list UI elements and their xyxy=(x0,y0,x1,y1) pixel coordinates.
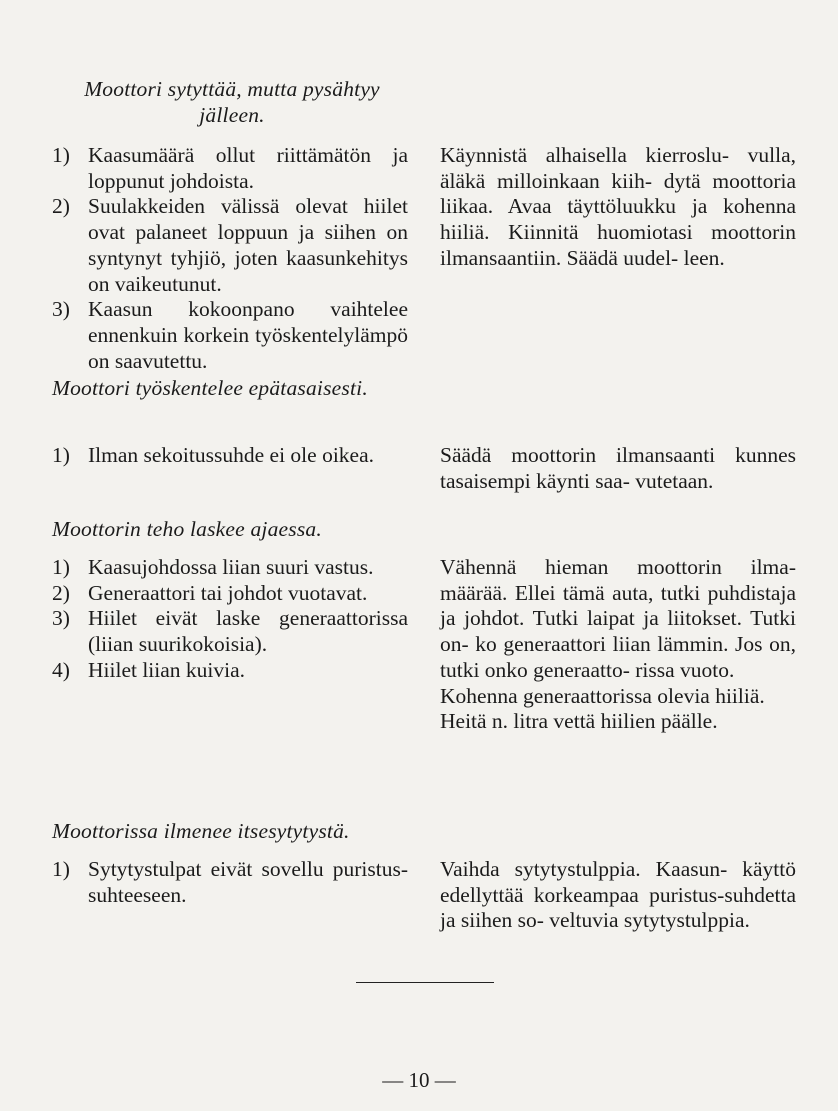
cause-number: 2) xyxy=(52,194,70,219)
cause-item xyxy=(52,857,408,908)
cause-number: 1) xyxy=(52,857,70,881)
cause-number: 1) xyxy=(52,143,70,167)
remedy-text: Heitä n. litra vettä hiilien päälle. xyxy=(440,709,718,734)
cause-item xyxy=(52,606,408,657)
cause-text: Sytytystulpat eivät sovellu puristus-suhteeseen. xyxy=(88,857,408,907)
divider-rule xyxy=(356,982,494,983)
cause-item xyxy=(52,658,408,684)
causes-list-4 xyxy=(52,857,408,908)
cause-text: Hiilet eivät laske generaattorissa (liian suurikokoisia). xyxy=(88,606,408,657)
cause-number: 3) xyxy=(52,606,70,631)
cause-text: Kaasun kokoonpano vaihtelee ennenkuin korkein työskentelylämpö on saavutettu. xyxy=(88,297,408,373)
section-heading-1-line1: Moottori sytyttää, mutta pysähtyy xyxy=(84,77,380,101)
cause-item xyxy=(52,194,408,297)
cause-text: Suulakkeiden välissä olevat hiilet ovat palaneet loppuun ja siihen on syntynyt tyhjiö, joten kaasunkehitys on vaikeutunut. xyxy=(88,194,408,296)
section-heading-2: Moottori työskentelee epätasaisesti. xyxy=(52,376,368,400)
remedies-list-3 xyxy=(440,555,796,735)
cause-text: Generaattori tai johdot vuotavat. xyxy=(88,580,368,605)
remedies-list-4 xyxy=(440,857,796,934)
causes-list-2 xyxy=(52,443,408,469)
section-heading-1-line2: jälleen. xyxy=(199,103,265,127)
cause-text: Ilman sekoitussuhde ei ole oikea. xyxy=(88,443,374,467)
page-number: — 10 — xyxy=(382,1068,456,1092)
remedy-text: Vaihda sytytystulppia. Kaasun- käyttö edellyttää korkeampaa puristus-suhdetta ja siihen so- veltuvia sytytystulppia. xyxy=(440,857,796,933)
cause-item xyxy=(52,143,408,194)
remedy-text: Käynnistä alhaisella kierroslu- vulla, äläkä milloinkaan kiih- dytä moottoria liikaa. Avaa täyttöluukku ja kohenna hiiliä. Kiinnitä huomiotasi moottorin ilmansaantiin. Säädä uudel- leen. xyxy=(440,143,796,270)
causes-list-1 xyxy=(52,143,408,374)
remedy-text: Säädä moottorin ilmansaanti kunnes tasaisempi käynti saa- vutetaan. xyxy=(440,443,796,493)
cause-item xyxy=(52,555,408,581)
cause-item xyxy=(52,581,408,607)
remedies-list-1 xyxy=(440,143,796,272)
cause-text: Kaasumäärä ollut riittämätön ja loppunut johdoista. xyxy=(88,143,408,193)
cause-number: 2) xyxy=(52,580,70,605)
cause-number: 1) xyxy=(52,443,70,467)
cause-item xyxy=(52,297,408,374)
cause-number: 1) xyxy=(52,555,70,579)
causes-list-3 xyxy=(52,555,408,684)
cause-text: Kaasujohdossa liian suuri vastus. xyxy=(88,555,374,579)
section-heading-3: Moottorin teho laskee ajaessa. xyxy=(52,517,322,541)
cause-text: Hiilet liian kuivia. xyxy=(88,657,246,682)
section-heading-1 xyxy=(52,76,412,128)
cause-number: 3) xyxy=(52,297,70,322)
section-heading-4: Moottorissa ilmenee itsesytytystä. xyxy=(52,819,350,843)
cause-number: 4) xyxy=(52,657,70,682)
cause-item xyxy=(52,443,408,469)
remedy-text: Vähennä hieman moottorin ilma- määrää. Ellei tämä auta, tutki puhdistaja ja johdot. Tutki laipat ja liitokset. Tutki on- ko generaattori liian lämmin. Jos on, tutki onko generaatto- rissa vuoto. xyxy=(440,555,796,682)
remedies-list-2 xyxy=(440,443,796,494)
remedy-text: Kohenna generaattorissa olevia hiiliä. xyxy=(440,683,765,708)
